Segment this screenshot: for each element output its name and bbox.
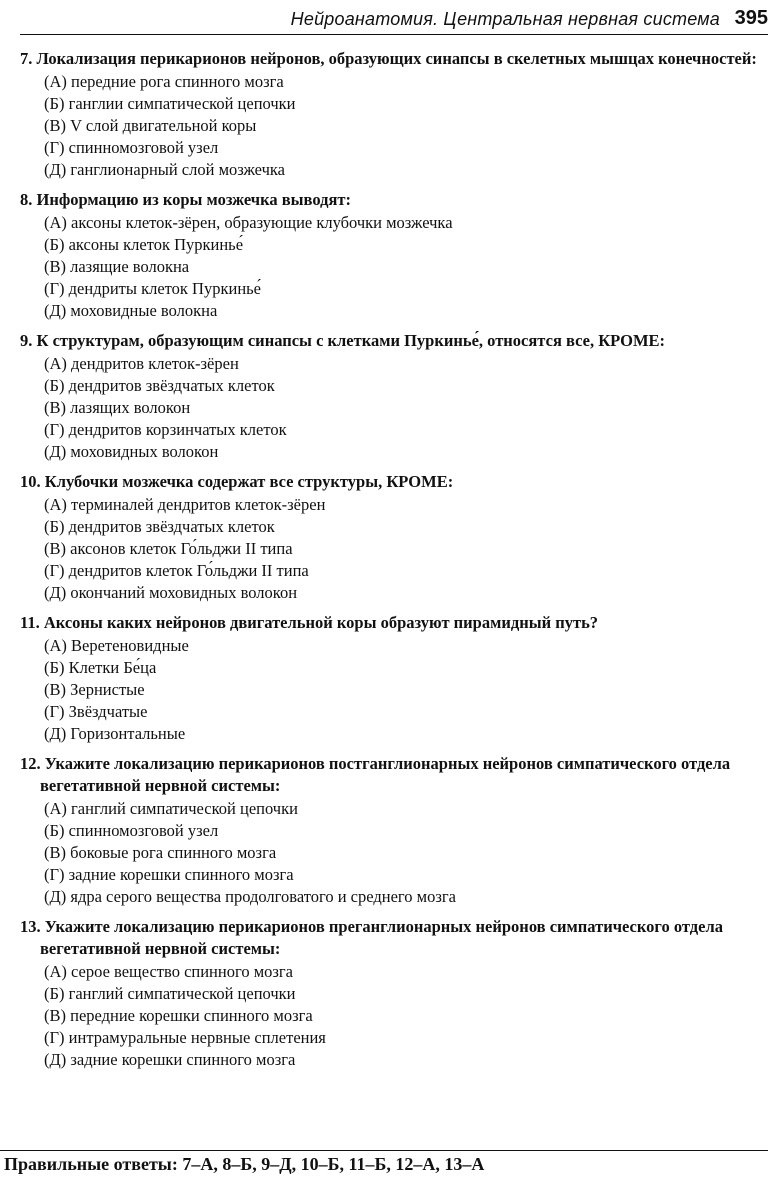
- header-title: Нейроанатомия. Центральная нервная система: [290, 9, 720, 29]
- option-a: (А) Веретеновидные: [44, 636, 189, 655]
- option-v: (В) V слой двигательной коры: [44, 116, 257, 135]
- options-list: [44, 353, 758, 463]
- option-g: (Г) дендриты клеток Пуркинье́: [44, 279, 261, 298]
- options-list: [44, 961, 758, 1071]
- option-d: (Д) ядра серого вещества продолговатого и среднего мозга: [44, 887, 456, 906]
- option-v: (В) лазящие волокна: [44, 257, 190, 276]
- option-a: (А) дендритов клеток-зёрен: [44, 354, 239, 373]
- option-a: (А) передние рога спинного мозга: [44, 72, 284, 91]
- option-g: (Г) Звёздчатые: [44, 702, 148, 721]
- question-text: 10. Клубочки мозжечка содержат все структуры, КРОМЕ:: [20, 472, 454, 491]
- question-9: [20, 330, 758, 463]
- question-text: 13. Укажите локализацию перикарионов преганглионарных нейронов симпатического отдела вегетативной нервной системы:: [20, 917, 723, 958]
- option-v: (В) передние корешки спинного мозга: [44, 1006, 313, 1025]
- option-d: (Д) моховидные волокна: [44, 301, 218, 320]
- options-list: [44, 798, 758, 908]
- option-a: (А) ганглий симпатической цепочки: [44, 799, 298, 818]
- option-g: (Г) дендритов клеток Го́льджи II типа: [44, 561, 309, 580]
- options-list: [44, 71, 758, 181]
- option-b: (Б) аксоны клеток Пуркинье́: [44, 235, 244, 254]
- option-g: (Г) дендритов корзинчатых клеток: [44, 420, 287, 439]
- option-b: (Б) дендритов звёздчатых клеток: [44, 376, 275, 395]
- question-text: 9. К структурам, образующим синапсы с клетками Пуркинье́, относятся все, КРОМЕ:: [20, 331, 666, 350]
- question-text: 7. Локализация перикарионов нейронов, образующих синапсы в скелетных мышцах конечностей:: [20, 49, 757, 68]
- option-b: (Б) ганглии симпатической цепочки: [44, 94, 296, 113]
- option-d: (Д) окончаний моховидных волокон: [44, 583, 298, 602]
- option-v: (В) боковые рога спинного мозга: [44, 843, 277, 862]
- option-a: (А) аксоны клеток-зёрен, образующие клубочки мозжечка: [44, 213, 453, 232]
- option-d: (Д) ганглионарный слой мозжечка: [44, 160, 285, 179]
- options-list: [44, 635, 758, 745]
- question-8: [20, 189, 758, 322]
- question-10: [20, 471, 758, 604]
- option-b: (Б) спинномозговой узел: [44, 821, 219, 840]
- question-list: [20, 48, 758, 1071]
- question-7: [20, 48, 758, 181]
- question-13: [20, 916, 758, 1071]
- page-number: 395: [734, 7, 768, 29]
- option-v: (В) лазящих волокон: [44, 398, 191, 417]
- question-text: 11. Аксоны каких нейронов двигательной коры образуют пирамидный путь?: [20, 613, 599, 632]
- options-list: [44, 494, 758, 604]
- option-v: (В) аксонов клеток Го́льджи II типа: [44, 539, 293, 558]
- options-list: [44, 212, 758, 322]
- running-header: [20, 6, 768, 35]
- question-11: [20, 612, 758, 745]
- option-b: (Б) дендритов звёздчатых клеток: [44, 517, 275, 536]
- question-text: 8. Информацию из коры мозжечка выводят:: [20, 190, 351, 209]
- question-12: [20, 753, 758, 908]
- option-b: (Б) ганглий симпатической цепочки: [44, 984, 296, 1003]
- footer-divider: [0, 1150, 768, 1151]
- option-b: (Б) Клетки Бе́ца: [44, 658, 157, 677]
- option-v: (В) Зернистые: [44, 680, 145, 699]
- option-d: (Д) моховидных волокон: [44, 442, 219, 461]
- option-d: (Д) задние корешки спинного мозга: [44, 1050, 296, 1069]
- option-g: (Г) задние корешки спинного мозга: [44, 865, 294, 884]
- option-g: (Г) спинномозговой узел: [44, 138, 219, 157]
- option-d: (Д) Горизонтальные: [44, 724, 186, 743]
- option-a: (А) серое вещество спинного мозга: [44, 962, 293, 981]
- option-g: (Г) интрамуральные нервные сплетения: [44, 1028, 326, 1047]
- option-a: (А) терминалей дендритов клеток-зёрен: [44, 495, 326, 514]
- correct-answers: Правильные ответы: 7–А, 8–Б, 9–Д, 10–Б, 11–Б, 12–А, 13–А: [4, 1154, 485, 1174]
- question-text: 12. Укажите локализацию перикарионов постганглионарных нейронов симпатического отдела вегетативной нервной системы:: [20, 754, 731, 795]
